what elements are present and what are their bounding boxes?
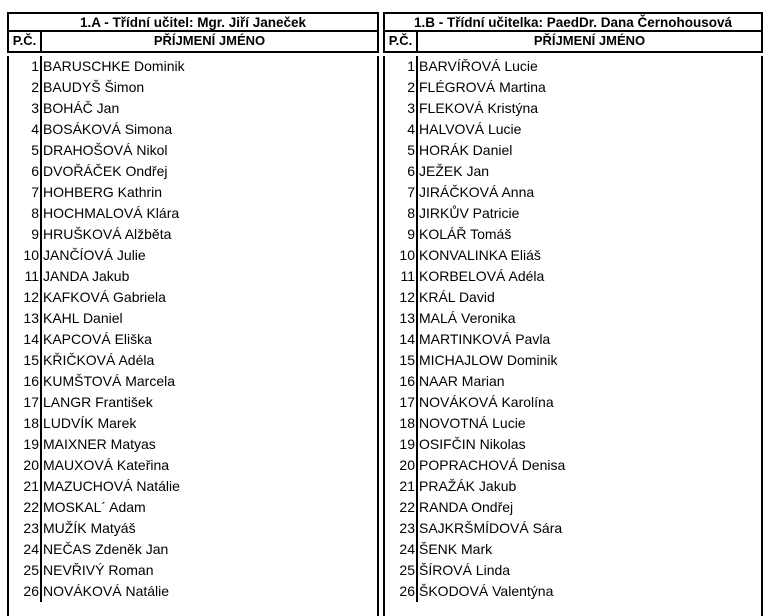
table-row: [9, 161, 377, 182]
table-row: [385, 539, 761, 560]
student-name: JIRKŮV Patricie: [419, 205, 520, 221]
student-name: KRÁL David: [419, 289, 495, 305]
student-number: 12: [385, 287, 418, 308]
student-name: NOVOTNÁ Lucie: [419, 415, 526, 431]
student-number: 13: [9, 308, 42, 329]
student-number: 25: [385, 560, 418, 581]
student-name: ŠÍROVÁ Linda: [419, 562, 511, 578]
student-name: KŘIČKOVÁ Adéla: [43, 352, 155, 368]
student-name: HRUŠKOVÁ Alžběta: [43, 226, 172, 242]
student-number: 7: [385, 182, 418, 203]
class-1a-rows: [7, 56, 379, 616]
student-number: 19: [9, 434, 42, 455]
student-number: 16: [9, 371, 42, 392]
student-number: 9: [385, 224, 418, 245]
student-name: OSIFČIN Nikolas: [419, 436, 526, 452]
table-row: [385, 392, 761, 413]
student-name: MAIXNER Matyas: [43, 436, 156, 452]
student-name: POPRACHOVÁ Denisa: [419, 457, 566, 473]
student-number: 26: [385, 581, 418, 602]
table-row: [9, 560, 377, 581]
student-number: 1: [385, 56, 418, 77]
student-number: 24: [385, 539, 418, 560]
student-number: 26: [9, 581, 42, 602]
table-row: [385, 497, 761, 518]
student-name: KAHL Daniel: [43, 310, 123, 326]
student-number: 13: [385, 308, 418, 329]
student-name: DRAHOŠOVÁ Nikol: [43, 142, 168, 158]
student-name: KUMŠTOVÁ Marcela: [43, 373, 175, 389]
table-row: [385, 476, 761, 497]
table-row: [9, 497, 377, 518]
student-number: 17: [9, 392, 42, 413]
table-row: [385, 203, 761, 224]
table-row: [9, 518, 377, 539]
student-number: 11: [9, 266, 42, 287]
student-number: 23: [385, 518, 418, 539]
student-number: 5: [9, 140, 42, 161]
table-row: [9, 266, 377, 287]
table-row: [385, 98, 761, 119]
student-number: 12: [9, 287, 42, 308]
student-name: KONVALINKA Eliáš: [419, 247, 541, 263]
student-name: MICHAJLOW Dominik: [419, 352, 558, 368]
student-name: BAUDYŠ Šimon: [43, 79, 145, 95]
student-number: 5: [385, 140, 418, 161]
student-name: JANČÍOVÁ Julie: [43, 247, 146, 263]
table-row: [385, 308, 761, 329]
table-row: [9, 350, 377, 371]
table-row: [9, 119, 377, 140]
table-row: [9, 476, 377, 497]
table-row: [9, 434, 377, 455]
class-1b-title: 1.B - Třídní učitelka: PaedDr. Dana Černohousová: [383, 12, 763, 32]
student-number: 24: [9, 539, 42, 560]
student-number: 21: [9, 476, 42, 497]
student-number: 6: [385, 161, 418, 182]
student-name: RANDA Ondřej: [419, 499, 514, 515]
table-row: [9, 308, 377, 329]
student-name: ŠKODOVÁ Valentýna: [419, 583, 554, 599]
student-name: NOVÁKOVÁ Natálie: [43, 583, 170, 599]
table-row: [385, 371, 761, 392]
column-header-name: PŘÍJMENÍ JMÉNO: [153, 33, 266, 48]
column-header-number: P.Č.: [385, 32, 418, 51]
student-name: NAAR Marian: [419, 373, 505, 389]
student-name: MAUXOVÁ Kateřina: [43, 457, 170, 473]
table-row: [9, 98, 377, 119]
table-row: [9, 392, 377, 413]
student-number: 25: [9, 560, 42, 581]
student-number: 2: [385, 77, 418, 98]
student-number: 14: [385, 329, 418, 350]
table-row: [385, 518, 761, 539]
student-number: 8: [385, 203, 418, 224]
table-row: [9, 413, 377, 434]
student-name: KAPCOVÁ Eliška: [43, 331, 152, 347]
student-number: 11: [385, 266, 418, 287]
student-name: DVOŘÁČEK Ondřej: [43, 163, 168, 179]
column-header-name: PŘÍJMENÍ JMÉNO: [533, 33, 646, 48]
student-number: 14: [9, 329, 42, 350]
student-number: 18: [385, 413, 418, 434]
student-number: 10: [9, 245, 42, 266]
student-name: HALVOVÁ Lucie: [419, 121, 522, 137]
class-1b-header-row: [383, 32, 763, 53]
student-name: LUDVÍK Marek: [43, 415, 137, 431]
student-number: 3: [9, 98, 42, 119]
student-number: 1: [9, 56, 42, 77]
class-1b-rows: [383, 56, 763, 616]
table-row: [385, 224, 761, 245]
student-number: 22: [9, 497, 42, 518]
student-name: KAFKOVÁ Gabriela: [43, 289, 166, 305]
student-number: 20: [9, 455, 42, 476]
student-name: NEVŘIVÝ Roman: [43, 562, 154, 578]
student-number: 7: [9, 182, 42, 203]
table-row: [9, 455, 377, 476]
student-number: 9: [9, 224, 42, 245]
class-1a-table: [7, 12, 379, 616]
student-name: MARTINKOVÁ Pavla: [419, 331, 551, 347]
student-number: 6: [9, 161, 42, 182]
table-row: [385, 413, 761, 434]
student-name: MUŽÍK Matyáš: [43, 520, 136, 536]
table-row: [385, 560, 761, 581]
table-row: [385, 287, 761, 308]
table-row: [9, 77, 377, 98]
student-number: 2: [9, 77, 42, 98]
table-row: [385, 119, 761, 140]
student-name: NOVÁKOVÁ Karolína: [419, 394, 554, 410]
student-name: LANGR František: [43, 394, 153, 410]
column-header-number: P.Č.: [9, 32, 42, 51]
table-row: [9, 287, 377, 308]
student-number: 19: [385, 434, 418, 455]
student-name: FLÉGROVÁ Martina: [419, 79, 546, 95]
student-name: MOSKAL´ Adam: [43, 499, 146, 515]
table-row: [385, 266, 761, 287]
student-number: 4: [9, 119, 42, 140]
student-name: BARVÍŘOVÁ Lucie: [419, 58, 538, 74]
table-row: [9, 539, 377, 560]
class-1a-title: 1.A - Třídní učitel: Mgr. Jiří Janeček: [7, 12, 379, 32]
student-name: KOLÁŘ Tomáš: [419, 226, 512, 242]
student-name: NEČAS Zdeněk Jan: [43, 541, 169, 557]
student-name: KORBELOVÁ Adéla: [419, 268, 545, 284]
student-name: SAJKRŠMÍDOVÁ Sára: [419, 520, 563, 536]
class-1b-table: [383, 12, 763, 616]
table-row: [385, 350, 761, 371]
table-row: [385, 140, 761, 161]
student-number: 20: [385, 455, 418, 476]
student-number: 15: [385, 350, 418, 371]
student-name: MALÁ Veronika: [419, 310, 516, 326]
table-row: [9, 329, 377, 350]
student-name: BOSÁKOVÁ Simona: [43, 121, 173, 137]
student-number: 22: [385, 497, 418, 518]
table-row: [385, 245, 761, 266]
table-row: [9, 371, 377, 392]
student-number: 3: [385, 98, 418, 119]
table-row: [385, 161, 761, 182]
student-number: 16: [385, 371, 418, 392]
student-number: 23: [9, 518, 42, 539]
student-name: JEŽEK Jan: [419, 163, 490, 179]
table-row: [385, 434, 761, 455]
table-row: [385, 581, 761, 602]
table-row: [385, 329, 761, 350]
student-name: FLEKOVÁ Kristýna: [419, 100, 539, 116]
student-name: BARUSCHKE Dominik: [43, 58, 185, 74]
student-number: 8: [9, 203, 42, 224]
student-name: JANDA Jakub: [43, 268, 130, 284]
student-number: 10: [385, 245, 418, 266]
student-number: 21: [385, 476, 418, 497]
student-name: HOCHMALOVÁ Klára: [43, 205, 180, 221]
class-1a-header-row: [7, 32, 379, 53]
table-row: [9, 581, 377, 602]
table-row: [385, 182, 761, 203]
student-number: 18: [9, 413, 42, 434]
student-number: 15: [9, 350, 42, 371]
table-row: [9, 245, 377, 266]
student-number: 4: [385, 119, 418, 140]
table-row: [9, 56, 377, 77]
table-row: [9, 140, 377, 161]
table-row: [385, 56, 761, 77]
student-name: JIRÁČKOVÁ Anna: [419, 184, 535, 200]
student-number: 17: [385, 392, 418, 413]
student-name: HOHBERG Kathrin: [43, 184, 163, 200]
student-name: ŠENK Mark: [419, 541, 493, 557]
table-row: [9, 224, 377, 245]
student-name: MAZUCHOVÁ Natálie: [43, 478, 180, 494]
student-name: HORÁK Daniel: [419, 142, 513, 158]
student-name: PRAŽÁK Jakub: [419, 478, 517, 494]
table-row: [385, 455, 761, 476]
table-row: [385, 77, 761, 98]
student-name: BOHÁČ Jan: [43, 100, 120, 116]
table-row: [9, 203, 377, 224]
table-row: [9, 182, 377, 203]
